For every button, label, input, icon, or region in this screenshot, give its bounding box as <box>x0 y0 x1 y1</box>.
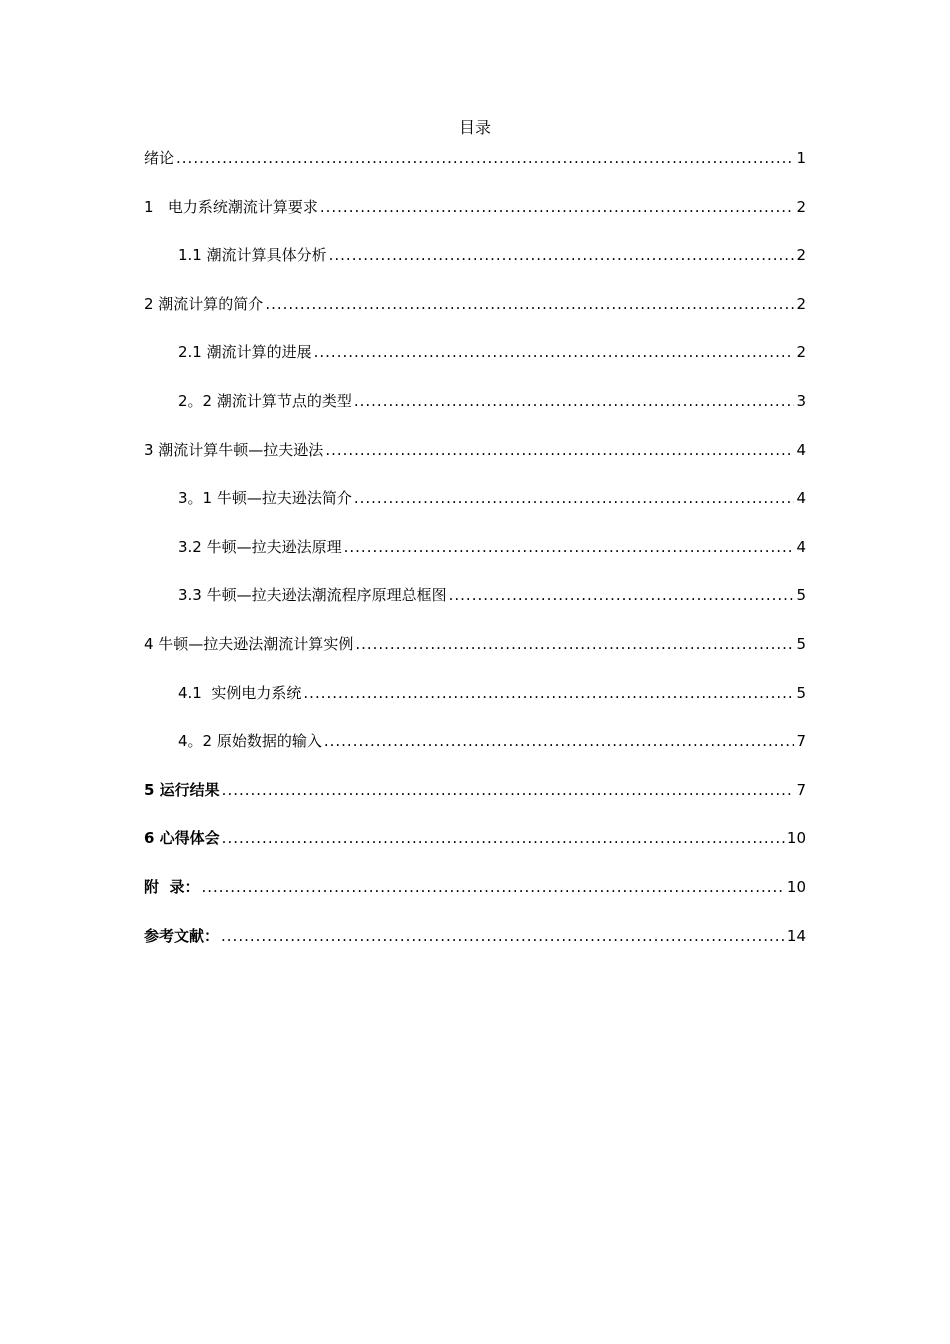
toc-entry <box>144 730 806 779</box>
toc-entry-page: 7 <box>796 732 806 751</box>
toc-entry-page: 2 <box>796 197 806 216</box>
toc-dot-leader <box>303 682 794 704</box>
toc-entry <box>144 876 806 925</box>
toc-entry <box>144 390 806 439</box>
toc-entry-page: 7 <box>796 780 806 799</box>
toc-dot-leader <box>221 925 785 947</box>
toc-entry-label: 4.1 实例电力系统 <box>178 683 302 702</box>
toc-entry <box>144 584 806 633</box>
toc-entry-label: 绪论 <box>144 149 175 167</box>
toc-dot-leader <box>354 487 795 509</box>
toc-dot-leader <box>449 584 795 606</box>
toc-entry <box>144 196 806 245</box>
toc-dot-leader <box>265 293 794 315</box>
toc-entry <box>144 633 806 682</box>
toc-dot-leader <box>325 439 794 461</box>
toc-entry <box>144 439 806 488</box>
toc-dot-leader <box>329 244 795 266</box>
toc-entry-label: 参考文献： <box>144 926 220 945</box>
toc-entry-label: 3。1 牛顿—拉夫逊法简介 <box>178 489 352 508</box>
toc-list <box>144 147 806 973</box>
toc-entry <box>144 244 806 293</box>
toc-entry-page: 10 <box>786 877 806 896</box>
toc-entry-page: 2 <box>796 294 806 313</box>
toc-entry-page: 4 <box>796 489 806 508</box>
toc-title: 目录 <box>458 118 491 137</box>
toc-entry <box>144 147 806 196</box>
toc-entry-page: 5 <box>796 683 806 702</box>
toc-entry <box>144 536 806 585</box>
toc-dot-leader <box>176 147 794 169</box>
toc-dot-leader <box>324 730 795 752</box>
toc-entry-label: 6 心得体会 <box>144 829 220 848</box>
toc-entry-page: 14 <box>786 926 806 945</box>
toc-dot-leader <box>344 536 795 558</box>
toc-entry-label: 5 运行结果 <box>144 780 220 799</box>
toc-entry <box>144 341 806 390</box>
toc-entry <box>144 487 806 536</box>
toc-entry-label: 2 潮流计算的简介 <box>144 294 264 313</box>
toc-entry-label: 附 录： <box>144 877 200 896</box>
toc-entry-label: 3.3 牛顿—拉夫逊法潮流程序原理总框图 <box>178 586 447 605</box>
toc-entry-page: 10 <box>786 829 806 848</box>
toc-entry-page: 4 <box>796 537 806 556</box>
toc-entry-label: 1 电力系统潮流计算要求 <box>144 197 318 216</box>
toc-entry-page: 5 <box>796 586 806 605</box>
toc-dot-leader <box>222 779 795 801</box>
toc-entry-page: 2 <box>796 343 806 362</box>
toc-dot-leader <box>201 876 784 898</box>
toc-entry-label: 3.2 牛顿—拉夫逊法原理 <box>178 537 342 556</box>
toc-entry <box>144 293 806 342</box>
toc-entry <box>144 827 806 876</box>
toc-entry-page: 3 <box>796 391 806 410</box>
toc-entry-label: 2.1 潮流计算的进展 <box>178 343 312 362</box>
toc-entry-label: 4 牛顿—拉夫逊法潮流计算实例 <box>144 634 354 653</box>
toc-entry <box>144 779 806 828</box>
toc-dot-leader <box>314 341 795 363</box>
toc-entry-label: 3 潮流计算牛顿—拉夫逊法 <box>144 440 324 459</box>
toc-dot-leader <box>320 196 795 218</box>
toc-entry-page: 2 <box>796 246 806 265</box>
toc-dot-leader <box>355 633 794 655</box>
toc-entry-label: 4。2 原始数据的输入 <box>178 732 322 751</box>
toc-entry-page: 5 <box>796 634 806 653</box>
toc-dot-leader <box>354 390 795 412</box>
toc-entry-page: 1 <box>796 149 806 167</box>
toc-entry <box>144 925 806 974</box>
toc-entry <box>144 682 806 731</box>
toc-dot-leader <box>222 827 785 849</box>
toc-entry-label: 2。2 潮流计算节点的类型 <box>178 391 352 410</box>
toc-entry-label: 1.1 潮流计算具体分析 <box>178 246 327 265</box>
toc-entry-page: 4 <box>796 440 806 459</box>
